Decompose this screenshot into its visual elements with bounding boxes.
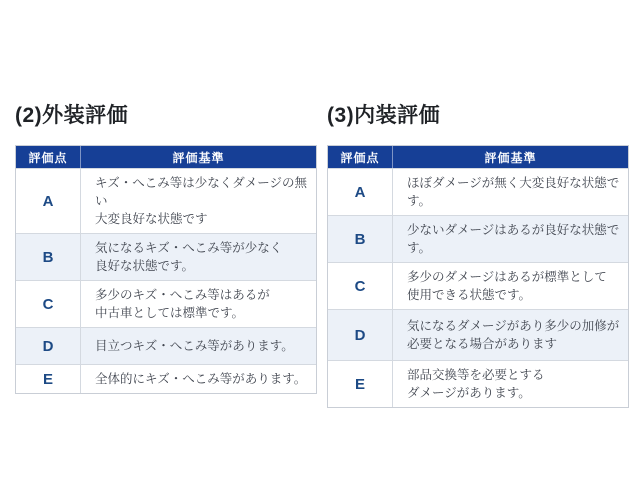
criteria-line: 良好な状態です。 <box>95 259 195 273</box>
section-exterior-evaluation <box>15 103 317 394</box>
table-row-grade-d <box>328 309 628 360</box>
criteria-line: 必要となる場合があります <box>407 337 558 351</box>
criteria-line: 多少のダメージはあるが標準として <box>407 270 607 284</box>
criteria-cell <box>81 234 316 280</box>
table-row-grade-c <box>16 280 316 327</box>
criteria-line: 多少のキズ・へこみ等はあるが <box>95 288 270 302</box>
grade-cell: D <box>16 328 81 364</box>
table-row-grade-d <box>16 327 316 364</box>
criteria-cell <box>81 281 316 327</box>
criteria-line: 目立つキズ・へこみ等があります。 <box>95 339 294 353</box>
criteria-cell <box>393 263 628 309</box>
table-row-grade-a <box>328 168 628 215</box>
section-title-exterior: (2)外装評価 <box>15 104 129 127</box>
grade-cell: A <box>328 169 393 215</box>
header-cell-criteria: 評価基準 <box>392 146 628 168</box>
criteria-line: 部品交換等を必要とする <box>407 368 545 382</box>
grade-cell: A <box>16 169 81 233</box>
exterior-evaluation-table <box>15 145 317 394</box>
criteria-cell <box>81 169 316 233</box>
criteria-cell <box>393 216 628 262</box>
criteria-cell <box>81 328 316 364</box>
criteria-cell <box>393 169 628 215</box>
criteria-line: 気になるキズ・へこみ等が少なく <box>95 241 283 255</box>
criteria-line: ほぼダメージが無く大変良好な状態です。 <box>407 176 620 208</box>
header-cell-grade: 評価点 <box>28 150 68 165</box>
grade-cell: E <box>328 361 393 407</box>
criteria-line: ダメージがあります。 <box>407 386 531 400</box>
grade-cell: B <box>16 234 81 280</box>
section-interior-evaluation <box>327 103 629 408</box>
criteria-line: キズ・へこみ等は少なくダメージの無い <box>95 176 308 208</box>
criteria-line: 少ないダメージはあるが良好な状態です。 <box>407 223 620 255</box>
criteria-line: 大変良好な状態です <box>95 212 208 226</box>
grade-cell: E <box>16 365 81 393</box>
criteria-cell <box>81 365 316 393</box>
table-row-grade-b <box>16 233 316 280</box>
criteria-line: 中古車としては標準です。 <box>95 306 245 320</box>
grade-cell: C <box>16 281 81 327</box>
table-header-row <box>328 146 628 168</box>
header-cell-grade: 評価点 <box>340 150 380 165</box>
criteria-cell <box>393 310 628 360</box>
header-cell-criteria: 評価基準 <box>80 146 316 168</box>
grade-cell: D <box>328 310 393 360</box>
section-title-interior: (3)内装評価 <box>327 104 441 127</box>
grade-cell: B <box>328 216 393 262</box>
criteria-line: 気になるダメージがあり多少の加修が <box>407 319 620 333</box>
interior-evaluation-table <box>327 145 629 408</box>
table-row-grade-c <box>328 262 628 309</box>
table-header-row <box>16 146 316 168</box>
table-row-grade-e <box>328 360 628 407</box>
grade-cell: C <box>328 263 393 309</box>
criteria-line: 全体的にキズ・へこみ等があります。 <box>95 372 307 386</box>
table-row-grade-a <box>16 168 316 233</box>
table-row-grade-b <box>328 215 628 262</box>
criteria-cell <box>393 361 628 407</box>
table-row-grade-e <box>16 364 316 393</box>
criteria-line: 使用できる状態です。 <box>407 288 532 302</box>
